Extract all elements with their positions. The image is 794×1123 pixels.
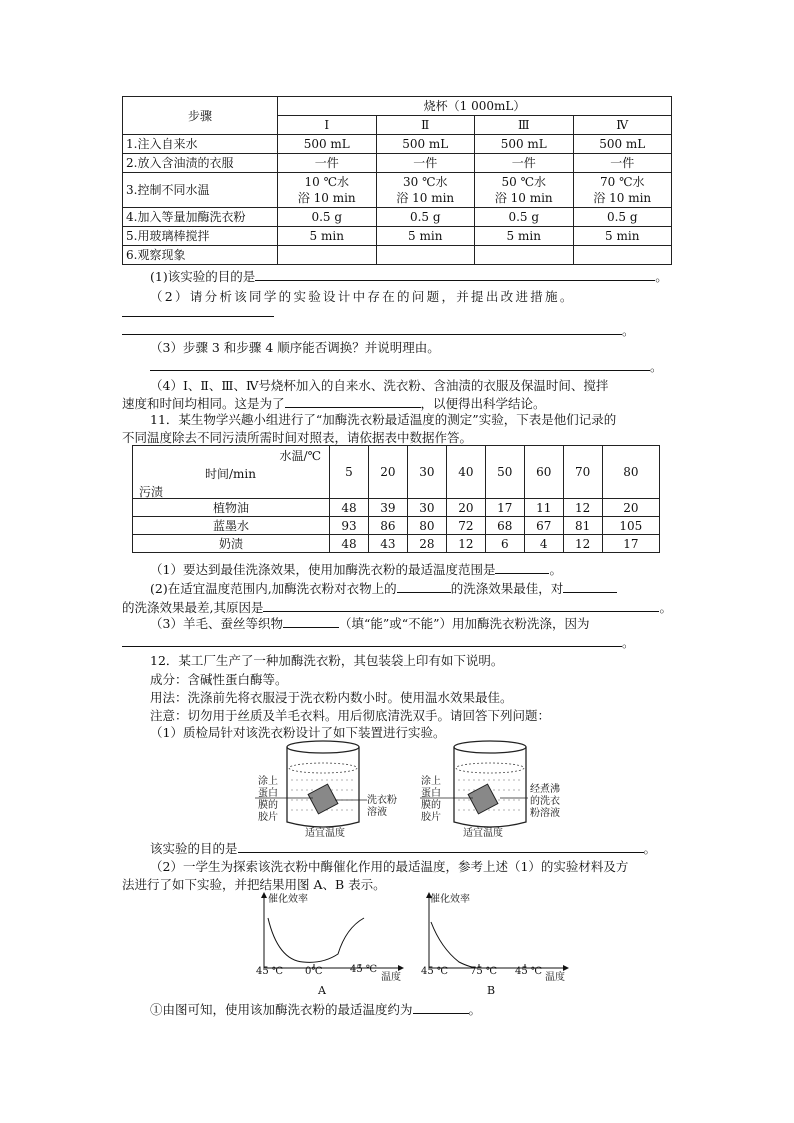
cell: 12 — [563, 535, 602, 553]
answer-blank[interactable] — [563, 579, 617, 593]
cell: 11 — [524, 499, 563, 517]
col-header: Ⅰ — [278, 116, 377, 135]
q12-2a: （2）一学生为探索该洗衣粉中酶催化作用的最适温度，参考上述（1）的实验材料及方 — [150, 859, 629, 874]
row-label: 3.控制不同水温 — [123, 173, 278, 208]
answer-blank[interactable] — [122, 321, 622, 335]
col-header: Ⅱ — [376, 116, 475, 135]
graph-b-tick: 45 ℃ — [515, 966, 543, 977]
cell: 5 min — [376, 227, 475, 246]
temp-header: 60 — [524, 446, 563, 499]
temp-label-left: 适宜温度 — [305, 828, 345, 839]
cell: 80 — [407, 517, 446, 535]
cell: 12 — [563, 499, 602, 517]
answer-blank[interactable] — [255, 267, 655, 281]
answer-blank[interactable] — [413, 1000, 469, 1014]
graph-a-tick: 0℃ — [305, 966, 323, 977]
cell: 17 — [602, 535, 659, 553]
cell: 一件 — [475, 154, 574, 173]
row-label: 6.观察现象 — [123, 246, 278, 265]
graph-a-name: A — [318, 984, 326, 997]
cell: 70 ℃水 浴 10 min — [573, 173, 672, 208]
q12-note: 注意：切勿用于丝质及羊毛衣料。用后彻底清洗双手。请回答下列问题： — [150, 708, 551, 723]
q11-intro-a: 11．某生物学兴趣小组进行了“加酶洗衣粉最适温度的测定”实验，下表是他们记录的 — [150, 412, 617, 427]
cell: 105 — [602, 517, 659, 535]
cell: 86 — [368, 517, 407, 535]
table-row — [123, 135, 672, 154]
cell: 30 ℃水 浴 10 min — [376, 173, 475, 208]
temp-label-right: 适宜温度 — [463, 828, 503, 839]
answer-blank[interactable] — [495, 560, 549, 574]
graph-a-xlabel: 温度 — [381, 972, 401, 983]
cell: 48 — [330, 499, 369, 517]
cell: 50 ℃水 浴 10 min — [475, 173, 574, 208]
q11-3: （3）羊毛、蚕丝等织物 （填“能”或“不能”）用加酶洗衣粉洗涤，因为 — [150, 616, 590, 631]
cell: 6 — [485, 535, 524, 553]
answer-blank[interactable] — [283, 614, 339, 628]
table-row — [133, 535, 660, 553]
q12-last: ①由图可知，使用该加酶洗衣粉的最适温度约为 。 — [150, 1002, 482, 1017]
table-row — [123, 246, 672, 265]
row-label: 4.加入等量加酶洗衣粉 — [123, 208, 278, 227]
cell: 5 min — [475, 227, 574, 246]
cell — [376, 246, 475, 265]
cell: 81 — [563, 517, 602, 535]
cell: 一件 — [278, 154, 377, 173]
q12-1: （1）质检局针对该洗衣粉设计了如下装置进行实验。 — [150, 725, 446, 740]
q10-3-blank: 。 — [150, 357, 663, 375]
cell: 93 — [330, 517, 369, 535]
cell: 43 — [368, 535, 407, 553]
row-label: 蓝墨水 — [133, 517, 330, 535]
cell: 5 min — [573, 227, 672, 246]
solution-label-left: 洗衣粉 溶液 — [367, 795, 397, 818]
graph-b-tick: 45 ℃ — [421, 966, 449, 977]
cell — [278, 246, 377, 265]
graph-a-ylabel: 催化效率 — [268, 894, 308, 905]
cell: 4 — [524, 535, 563, 553]
q10-3: （3）步骤 3 和步骤 4 顺序能否调换？并说明理由。 — [150, 340, 440, 355]
q12-usage: 用法：洗涤前先将衣服浸于洗衣粉内数小时。使用温水效果最佳。 — [150, 690, 513, 705]
cell: 一件 — [573, 154, 672, 173]
graph-a-tick: 45 ℃ — [350, 964, 378, 975]
q10-2: （2）请分析该同学的实验设计中存在的问题，并提出改进措施。 — [150, 289, 575, 304]
cell: 500 mL — [278, 135, 377, 154]
temp-header: 20 — [368, 446, 407, 499]
q12-purpose: 该实验的目的是 。 — [150, 841, 657, 856]
temp-header: 40 — [446, 446, 485, 499]
table-row — [123, 173, 672, 208]
answer-blank[interactable] — [263, 598, 659, 612]
temp-header: 80 — [602, 446, 659, 499]
graph-b-ylabel: 催化效率 — [430, 894, 470, 905]
temp-header: 70 — [563, 446, 602, 499]
beaker-header: 烧杯（1 000mL） — [278, 97, 672, 116]
answer-blank[interactable] — [397, 579, 451, 593]
cell: 500 mL — [573, 135, 672, 154]
q10-1: (1)该实验的目的是 。 — [150, 269, 668, 284]
film-label-left: 涂上 蛋白 膜的 胶片 — [258, 776, 278, 823]
q11-1: （1）要达到最佳洗涤效果，使用加酶洗衣粉的最适温度范围是 。 — [150, 562, 562, 577]
cell — [573, 246, 672, 265]
row-label: 植物油 — [133, 499, 330, 517]
q10-4a: （4）Ⅰ、Ⅱ、Ⅲ、Ⅳ号烧杯加入的自来水、洗衣粉、含油渍的衣服及保温时间、搅拌 — [150, 378, 609, 393]
cell: 48 — [330, 535, 369, 553]
answer-blank[interactable] — [285, 394, 421, 408]
cell: 12 — [446, 535, 485, 553]
cell: 0.5 g — [278, 208, 377, 227]
film-label-right: 涂上 蛋白 膜的 胶片 — [421, 776, 441, 823]
row-label: 5.用玻璃棒搅拌 — [123, 227, 278, 246]
q12-ingredient: 成分：含碱性蛋白酶等。 — [150, 672, 288, 687]
graph-b-xlabel: 温度 — [545, 972, 565, 983]
cell: 28 — [407, 535, 446, 553]
cell: 72 — [446, 517, 485, 535]
cell: 0.5 g — [573, 208, 672, 227]
col-header: Ⅲ — [475, 116, 574, 135]
answer-blank[interactable] — [122, 316, 274, 317]
graph-b-curve — [431, 922, 479, 968]
cell: 39 — [368, 499, 407, 517]
cell: 68 — [485, 517, 524, 535]
cell: 0.5 g — [376, 208, 475, 227]
table-row — [123, 154, 672, 173]
stain-table — [132, 445, 660, 553]
q11-2a: (2)在适宜温度范围内,加酶洗衣粉对衣物上的 的洗涤效果最佳，对 — [150, 579, 617, 597]
answer-blank[interactable] — [150, 357, 650, 371]
temp-header: 5 — [330, 446, 369, 499]
graph-a-curve — [268, 918, 364, 962]
row-label: 1.注入自来水 — [123, 135, 278, 154]
cell: 20 — [446, 499, 485, 517]
graph-b-name: B — [487, 984, 496, 997]
graph-a-tick: 45 ℃ — [256, 966, 284, 977]
step-header: 步骤 — [123, 97, 278, 135]
row-label: 2.放入含油渍的衣服 — [123, 154, 278, 173]
answer-blank[interactable] — [238, 839, 644, 853]
q10-4b: 速度和时间均相同。这是为了 ，以便得出科学结论。 — [122, 396, 546, 411]
row-label: 奶渍 — [133, 535, 330, 553]
cell: 17 — [485, 499, 524, 517]
cell: 20 — [602, 499, 659, 517]
table-row — [123, 208, 672, 227]
cell: 500 mL — [475, 135, 574, 154]
q12-2b: 法进行了如下实验，并把结果用图 A、B 表示。 — [122, 877, 386, 892]
answer-blank[interactable] — [122, 633, 622, 647]
experiment-table — [122, 96, 672, 265]
cell — [475, 246, 574, 265]
table-row — [133, 517, 660, 535]
q11-2b: 的洗涤效果最差,其原因是 。 — [122, 600, 672, 615]
q12-intro: 12．某工厂生产了一种加酶洗衣粉，其包装袋上印有如下说明。 — [150, 653, 504, 668]
cell: 30 — [407, 499, 446, 517]
corner-cell: 水温/℃ 时间/min 污渍 — [133, 446, 330, 499]
cell: 0.5 g — [475, 208, 574, 227]
cell: 10 ℃水 浴 10 min — [278, 173, 377, 208]
col-header: Ⅳ — [573, 116, 672, 135]
cell: 5 min — [278, 227, 377, 246]
cell: 67 — [524, 517, 563, 535]
cell: 500 mL — [376, 135, 475, 154]
temp-header: 30 — [407, 446, 446, 499]
table-row — [123, 227, 672, 246]
temp-header: 50 — [485, 446, 524, 499]
graph-b-tick: 75 ℃ — [470, 966, 498, 977]
q10-2-blank: 。 — [122, 321, 635, 339]
q11-3-blank: 。 — [122, 633, 635, 651]
table-row — [133, 499, 660, 517]
q11-intro-b: 不同温度除去不同污渍所需时间对照表，请依据表中数据作答。 — [122, 430, 473, 445]
cell: 一件 — [376, 154, 475, 173]
solution-label-right: 经煮沸 的洗衣 粉溶液 — [530, 784, 560, 819]
